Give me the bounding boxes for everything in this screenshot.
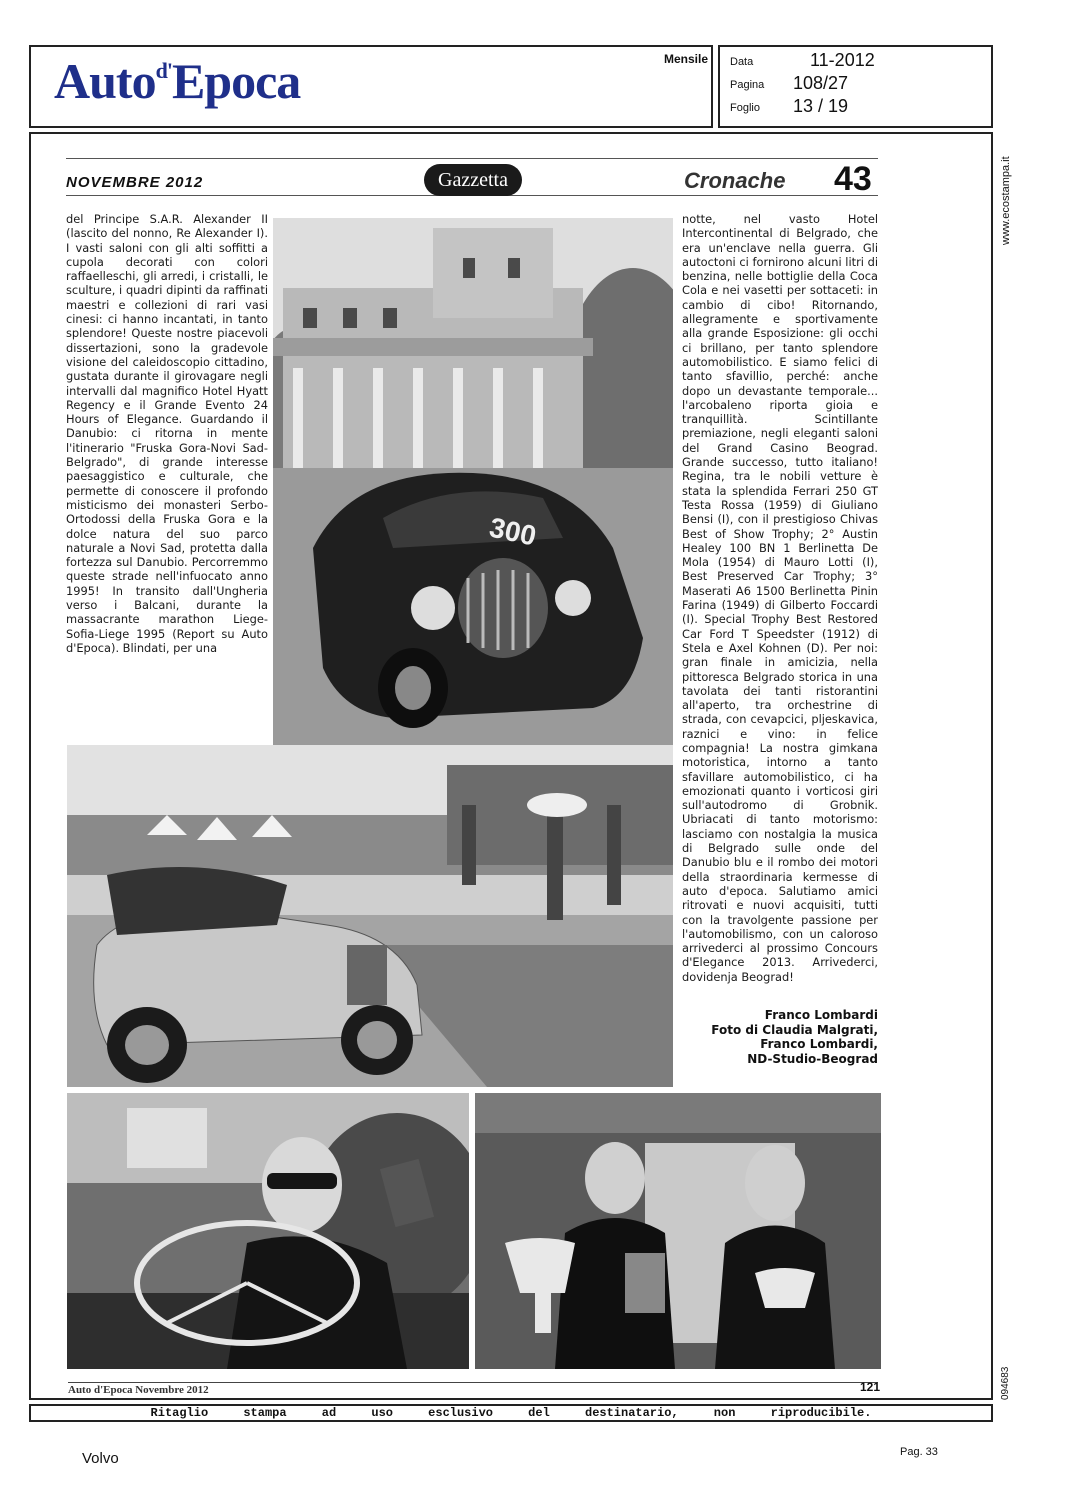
photo-man-steering-wheel (67, 1093, 469, 1369)
magazine-footer-page: 121 (860, 1380, 881, 1394)
photo-car-show (67, 745, 673, 1087)
photo-trophy-winners-art (475, 1093, 881, 1369)
credit-line-1: Franco Lombardi (764, 1008, 878, 1022)
left-column (66, 212, 268, 655)
side-code: 094683 (1000, 1366, 1011, 1400)
meta-label-foglio: Foglio (730, 102, 760, 114)
credit-line-3: Franco Lombardi, (760, 1037, 878, 1051)
client-name: Volvo (82, 1450, 119, 1467)
photo-trophy-winners (475, 1093, 881, 1369)
right-column-text: notte, nel vasto Hotel Intercontinental di Belgrado, che era un'enclave nella guerra. Gli autoctoni ci fornirono alcuni litri di benzina, nelle bottiglie della Coca Cola e nei vasetti per sottaceti: in cambio di cibo! Ritornando, allegramente e sportivamente alla grande Esposizione: gli occhi ci brillano, per tanto splendore automobilistico. E siamo felici di tanto sfavillio, perché: anche dopo un devastante temporale... l'arcobaleno riporta gioia e tranquillità. Scintillante premiazione, negli eleganti saloni del Grand Casino Beograd. Grande successo, tutto italiano! Regina, tra le nobili vetture è stata la splendida Ferrari 250 GT Testa Rossa (1959) di Giuliano Bensi (I), con il prestigioso Chivas Best of Show Trophy; 2° Austin Healey 100 BN 1 Berlinetta De Mola (1954) di Mauro Lotti (I), Best Preserved Car Trophy; 3° Maserati A6 1500 Berlinetta Pinin Farina (1949) di Gilberto Foccardi (I). Special Trophy Best Restored Car Ford T Speedster (1912) di Stela e Axel Kohnen (D). Per noi: gran finale in amicizia, nella pittoresca Belgrado storica in una tavolata dei tanti ristorantini all'aperto, tra orchestrine di strada, con cevapcici, pljeskavica, raznici e vino: in felice compagnia! La nostra gimkana motoristica, intorno a tanto sfavillare automobilistico, ci ha emozionati quanto i vorticosi giri sull'autodromo di Grobnik. Ubriacati di tanto motorismo: lasciamo con nostalgia la musica di Belgrado sulle onde del Danubio blu e il rombo dei motori della straordinaria kermesse di auto d'epoca. Salutiamo amici ritrovati e nuovi acquisiti, tutti con la travolgente passione per l'automobilismo, con un caloroso arrivederci al prossimo Concours d'Elegance 2013. Arrivederci, dovidenja Beograd! (682, 212, 878, 984)
section-title: Cronache (684, 168, 786, 193)
meta-label-pagina: Pagina (730, 79, 765, 91)
credit-line-2: Foto di Claudia Malgrati, (711, 1022, 878, 1037)
document-page-number: Pag. 33 (900, 1446, 938, 1458)
photo-villa-race-car (273, 218, 673, 745)
left-column-text: del Principe S.A.R. Alexander II (lascito del nonno, Re Alexander I). I vasti saloni con gli alti soffitti a cupola decorati con colori raffaelleschi, gli arredi, i cristalli, le sculture, i quadri dipinti da raffinati maestri e collezioni di rari vasi cinesi: ci hanno incantati, in tanto splendore! Queste nostre piacevoli dissertazioni, sono la gradevole visione del caleidoscopio cittadino, gustata durante il girovagare negli intervalli dal magnifico Hotel Hyatt Regency e il Grande Evento 24 Hours of Elegance. Guardando il Danubio: ci ritorna in mente l'itinerario "Fruska Gora-Novi Sad-Belgrado", di grande interesse paesaggistico e culturale, che permette di conoscere il profondo misticismo dei monasteri Serbo-Ortodossi della Fruska Gora e la dolce natura del suo parco naturale a Novi Sad, protetta dalla fortezza sul Danubio. Percorremmo queste strade nell'infuocato anno 1995! In transito dall'Ungheria verso i Balcani, durante la massacrante marathon Liege-Sofia-Liege 1995 (Report su Auto d'Epoca). Blindati, per una (66, 212, 268, 655)
side-url: www.ecostampa.it (1000, 156, 1012, 245)
photo-villa-race-car-art (273, 218, 673, 745)
meta-value-data: 11-2012 (810, 50, 875, 70)
meta-value-pagina: 108/27 (793, 73, 849, 93)
photo-credits (682, 1008, 878, 1066)
right-column (682, 212, 878, 984)
frequency-label: Mensile (664, 52, 709, 66)
meta-value-foglio: 13 / 19 (793, 96, 849, 116)
photo-man-steering-wheel-art (67, 1093, 469, 1369)
credit-line-4: ND-Studio-Beograd (747, 1051, 878, 1066)
meta-label-data: Data (730, 56, 754, 68)
clipping-notice: Ritaglio stampa ad uso esclusivo del destinatario, non riproducibile. (29, 1404, 993, 1422)
publication-logo: Auto$^{d'}$Epoca (54, 53, 301, 109)
photo-car-show-art (67, 745, 673, 1087)
page-number: 43 (834, 160, 872, 198)
issue-date: NOVEMBRE 2012 (66, 174, 204, 191)
car-race-number: 300 (486, 511, 539, 552)
magazine-footer-title: Auto d'Epoca Novembre 2012 (68, 1384, 209, 1396)
gazzetta-masthead: Gazzetta (424, 164, 522, 196)
magazine-footer-rule (68, 1382, 878, 1383)
